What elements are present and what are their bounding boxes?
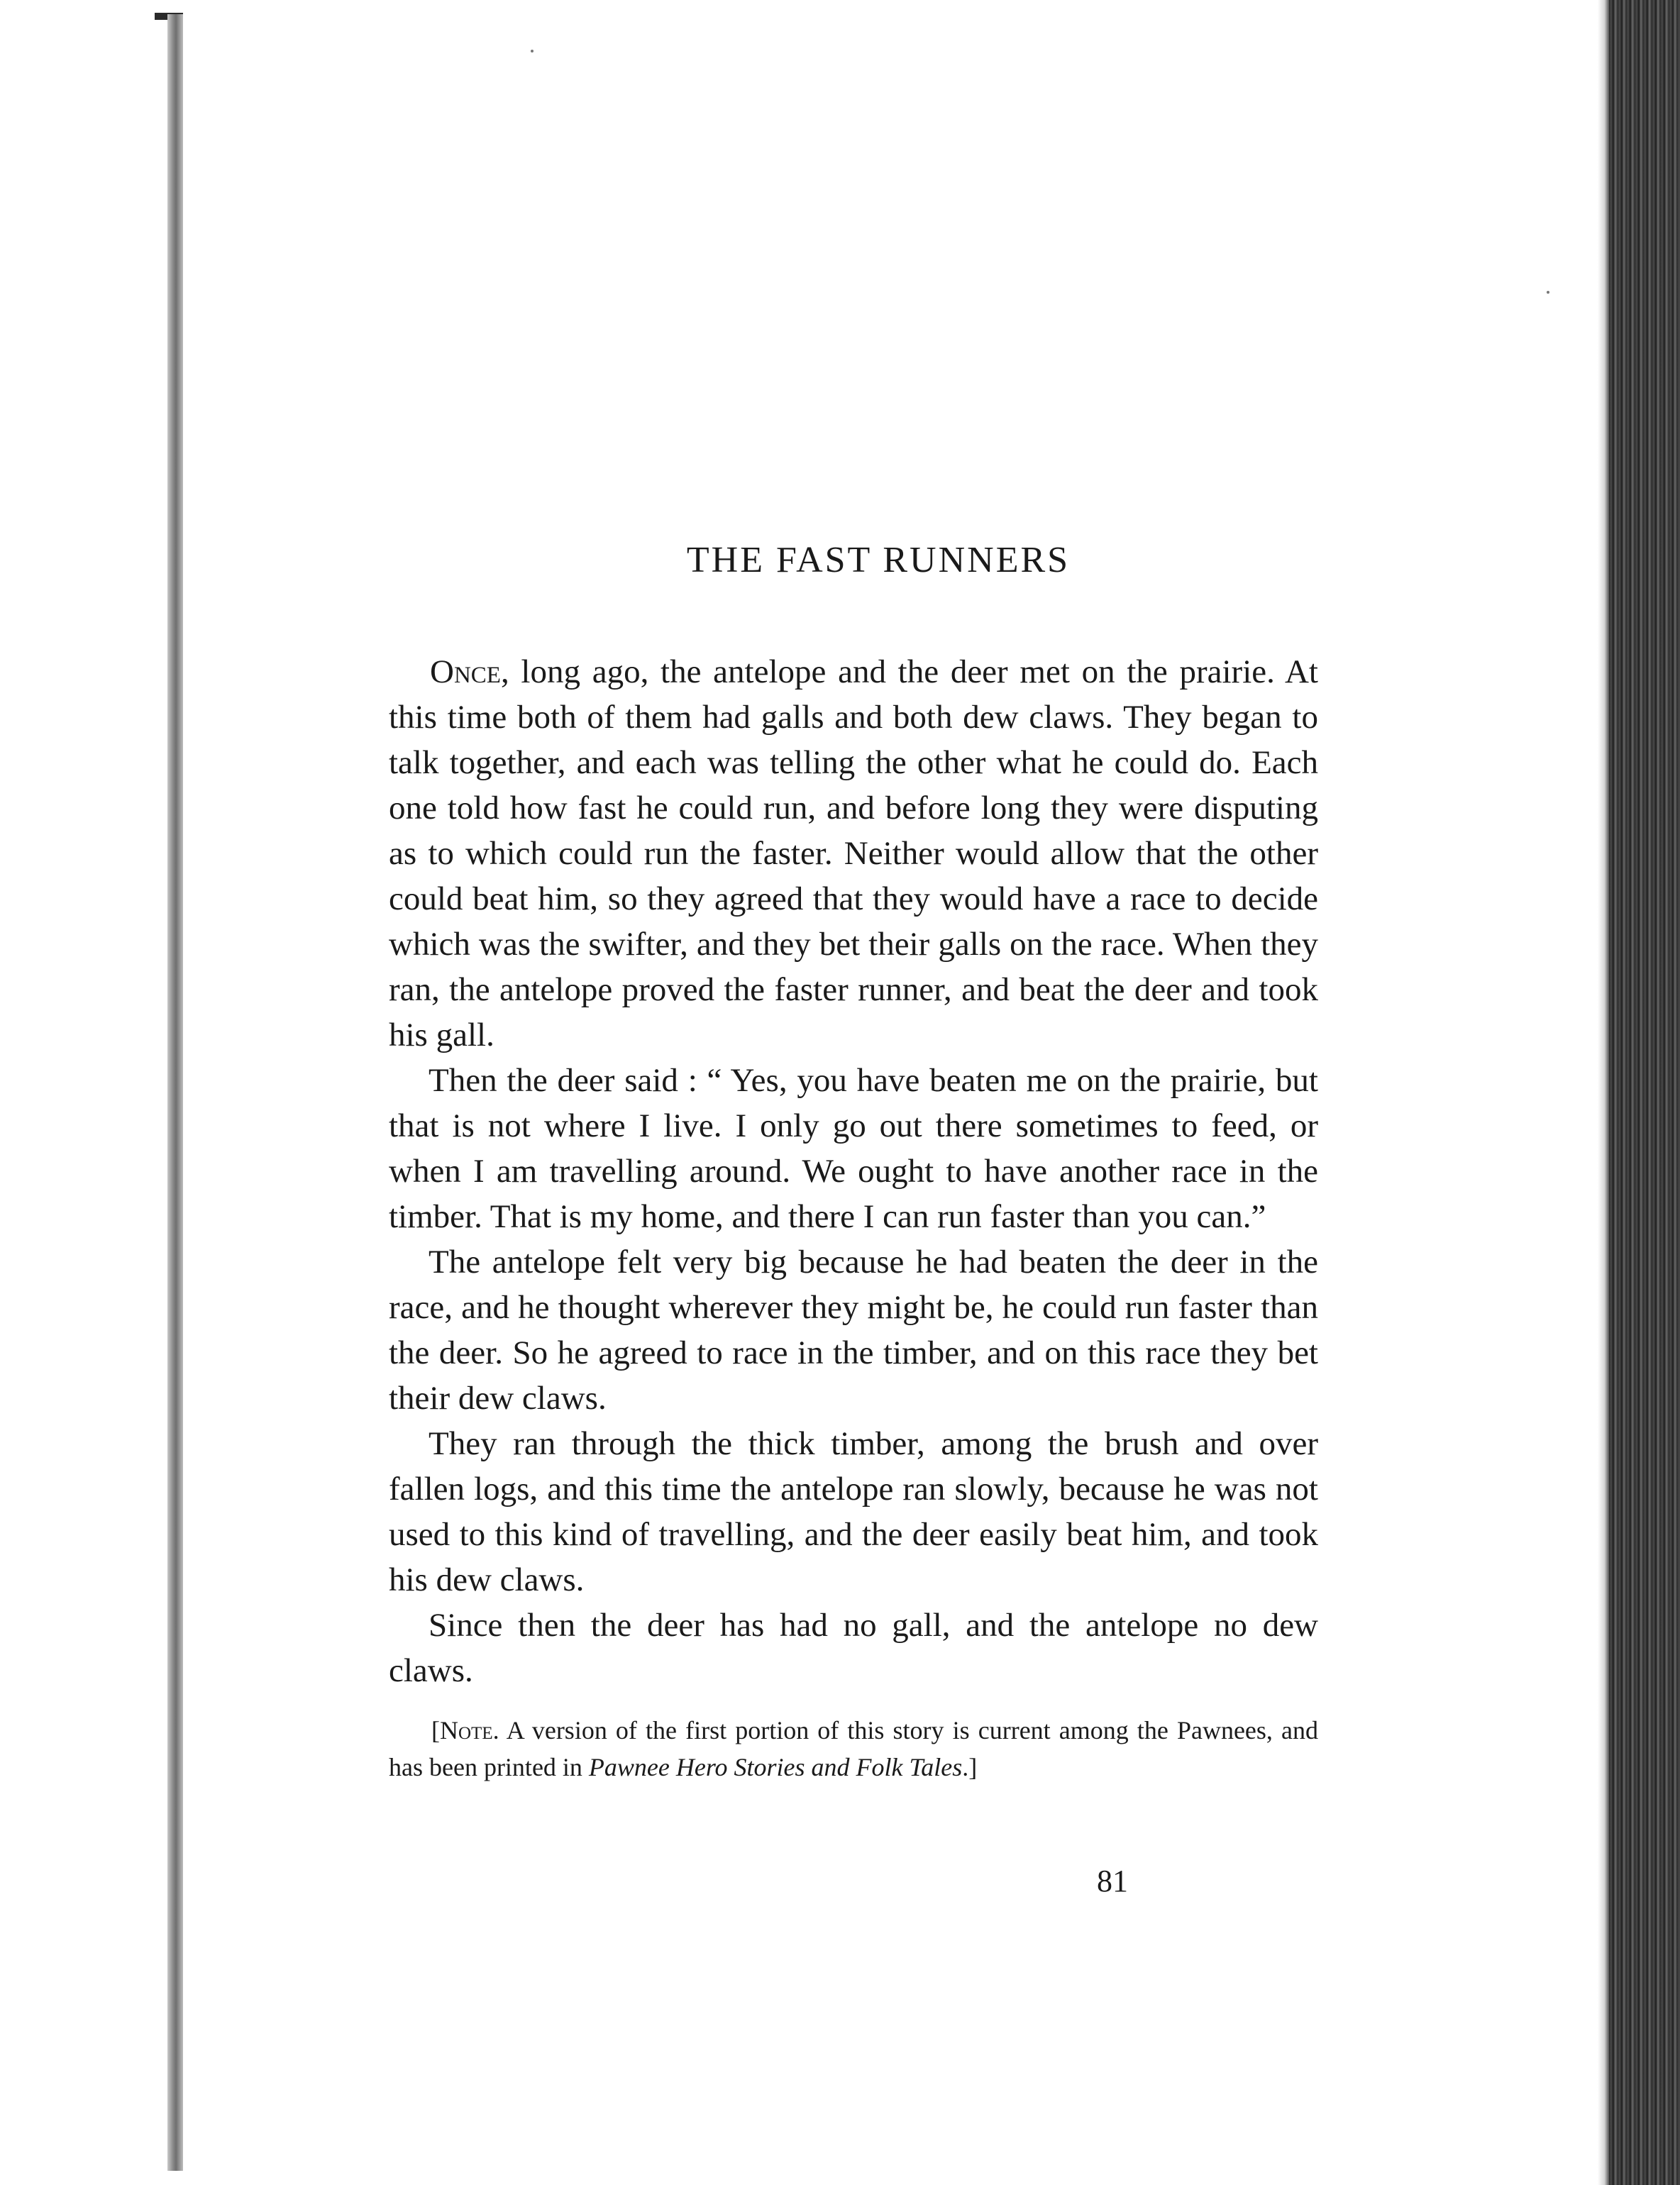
page-text-block bbox=[389, 539, 1318, 1786]
paragraph-text: , long ago, the antelope and the deer met on the prairie. At this time both of them had galls and both dew claws. They began to talk together, and each was telling the other what he could do. Each one told how fast he could run, and before long they were disputing as to which could run the faster. Neither would allow that the other could beat him, so they agreed that they would have a race to decide which was the swifter, and they bet their galls on the race. When they ran, the antelope proved the faster runner, and beat the deer and took his gall. bbox=[389, 653, 1318, 1053]
story-paragraph: Since then the deer has had no gall, and the antelope no dew claws. bbox=[389, 1607, 1318, 1689]
page-number: 81 bbox=[1097, 1864, 1128, 1898]
note-text: . A version of the first portion of this story is current among the Pawnees, and has been printed in bbox=[389, 1716, 1318, 1781]
scan-speck bbox=[1547, 291, 1549, 294]
note-text-end: .] bbox=[962, 1753, 978, 1781]
story-paragraph: They ran through the thick timber, among the brush and over fallen logs, and this time the antelope ran slowly, because he was not used to this kind of travelling, and the deer easily beat him, and took his dew claws. bbox=[389, 1425, 1318, 1598]
editorial-note bbox=[389, 1712, 1318, 1786]
note-label: Note bbox=[440, 1716, 493, 1744]
opening-word: Once bbox=[430, 653, 501, 690]
story-paragraph bbox=[389, 649, 1318, 1058]
scan-speck bbox=[531, 50, 534, 52]
story-paragraph: Then the deer said : “ Yes, you have beaten me on the prairie, but that is not where I live. I only go out there sometimes to feed, or when I am travelling around. We ought to have another race in the timber. That is my home, and there I can run faster than you can.” bbox=[389, 1062, 1318, 1235]
note-book-title: Pawnee Hero Stories and Folk Tales bbox=[588, 1753, 963, 1781]
scan-left-margin bbox=[0, 0, 179, 2185]
story-paragraph: The antelope felt very big because he had beaten the deer in the race, and he thought wherever they might be, he could run faster than the deer. So he agreed to race in the timber, and on this race they bet their dew claws. bbox=[389, 1244, 1318, 1417]
story-title: THE FAST RUNNERS bbox=[686, 540, 1071, 580]
note-bracket: [ bbox=[431, 1716, 440, 1744]
page-stack-edge bbox=[1609, 0, 1680, 2185]
page-edge-shadow bbox=[1598, 0, 1609, 2185]
book-binding-gutter bbox=[167, 14, 183, 2171]
